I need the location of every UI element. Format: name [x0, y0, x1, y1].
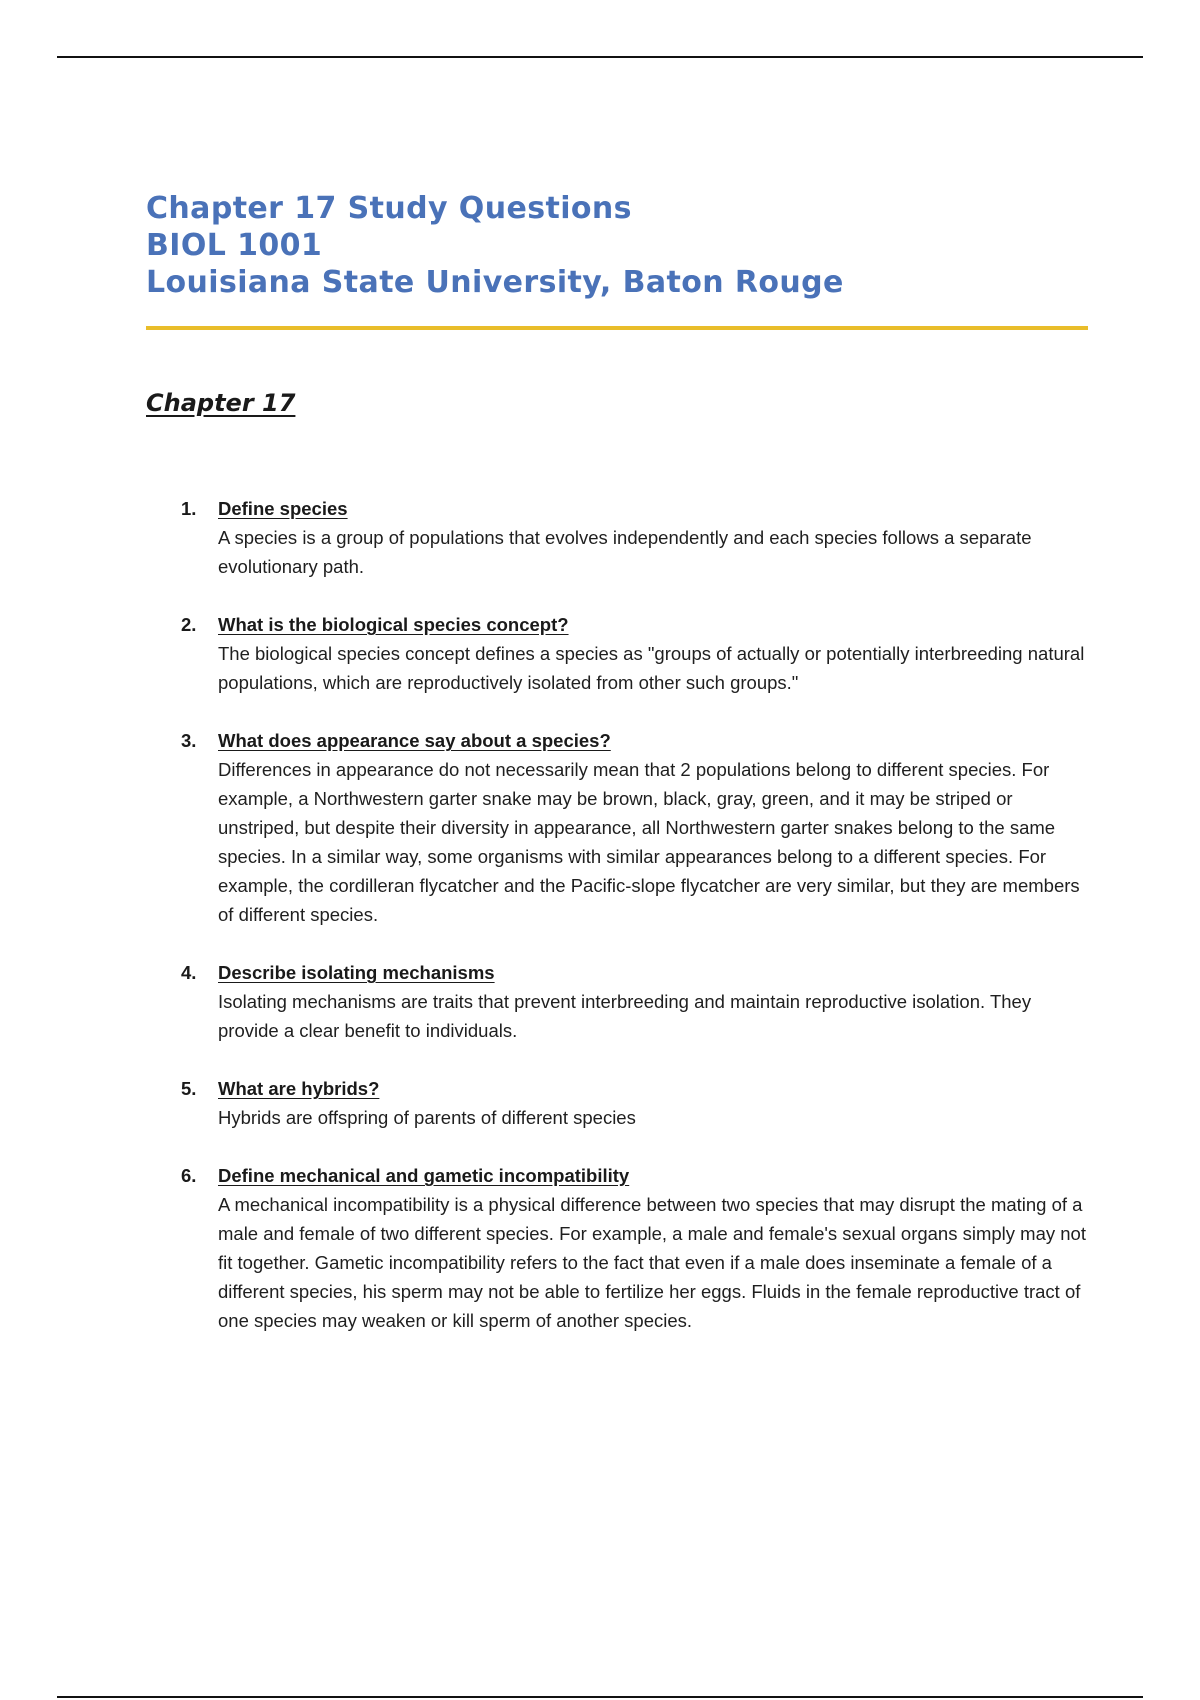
question-item: [146, 726, 1096, 929]
title-line-course: BIOL 1001: [146, 228, 323, 263]
question-item: [146, 610, 1096, 697]
question-text: Describe isolating mechanisms: [218, 962, 495, 983]
question-text: What is the biological species concept?: [218, 614, 569, 635]
question-number: 5.: [181, 1078, 197, 1099]
question-number: 3.: [181, 730, 197, 751]
document-title: [146, 190, 1086, 301]
question-item: [146, 1074, 1096, 1132]
top-page-rule: [57, 56, 1143, 58]
answer-text: A species is a group of populations that evolves independently and each species follows a separate evolutionary path.: [218, 527, 1032, 577]
answer-text: Hybrids are offspring of parents of different species: [218, 1107, 636, 1128]
question-list: [146, 494, 1096, 1364]
question-number: 6.: [181, 1165, 197, 1186]
answer-text: The biological species concept defines a species as "groups of actually or potentially interbreeding natural populations, which are reproductively isolated from other such groups.": [218, 643, 1085, 693]
question-text: What does appearance say about a species?: [218, 730, 611, 751]
section-heading: Chapter 17: [146, 389, 296, 417]
question-number: 2.: [181, 614, 197, 635]
answer-text: Differences in appearance do not necessarily mean that 2 populations belong to different species. For example, a Northwestern garter snake may be brown, black, gray, green, and it may be striped or unstriped, but despite their diversity in appearance, all Northwestern garter snakes belong to the same species. In a similar way, some organisms with similar appearances belong to a different species. For example, the cordilleran flycatcher and the Pacific-slope flycatcher are very similar, but they are members of different species.: [218, 759, 1080, 925]
title-line-chapter: Chapter 17 Study Questions: [146, 191, 632, 226]
question-text: Define mechanical and gametic incompatibility: [218, 1165, 630, 1186]
answer-text: Isolating mechanisms are traits that prevent interbreeding and maintain reproductive isolation. They provide a clear benefit to individuals.: [218, 991, 1032, 1041]
question-item: [146, 958, 1096, 1045]
question-item: [146, 494, 1096, 581]
question-number: 1.: [181, 498, 197, 519]
question-item: [146, 1161, 1096, 1335]
answer-text: A mechanical incompatibility is a physical difference between two species that may disrupt the mating of a male and female of two different species. For example, a male and female's sexual organs simply may not fit together. Gametic incompatibility refers to the fact that even if a male does inseminate a female of a different species, his sperm may not be able to fertilize her eggs. Fluids in the female reproductive tract of one species may weaken or kill sperm of another species.: [218, 1194, 1086, 1331]
question-text: Define species: [218, 498, 348, 519]
title-line-university: Louisiana State University, Baton Rouge: [146, 265, 844, 300]
bottom-page-rule: [57, 1696, 1143, 1698]
title-underline-rule: [146, 326, 1088, 330]
question-text: What are hybrids?: [218, 1078, 380, 1099]
question-number: 4.: [181, 962, 197, 983]
